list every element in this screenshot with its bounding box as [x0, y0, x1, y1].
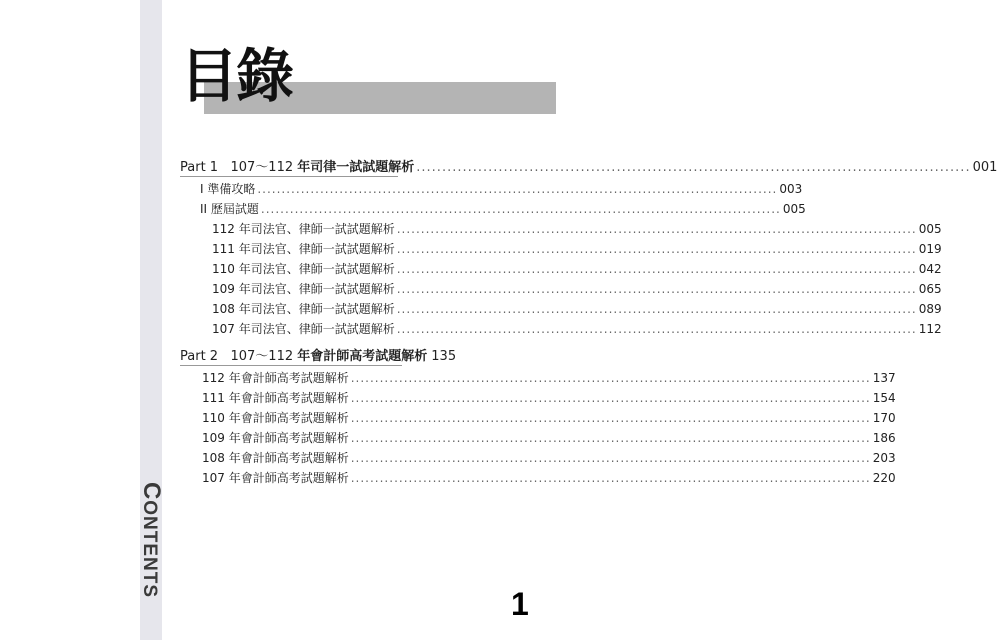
- item-label: 112 年司法官、律師一試試題解析: [212, 222, 395, 236]
- part-1-label: Part 1: [180, 160, 219, 175]
- item-page: 065: [918, 282, 942, 296]
- toc-leader: ............................................................................................................: [416, 160, 971, 175]
- toc-leader: ............................................................................................................: [350, 371, 871, 385]
- toc-item[interactable]: [202, 470, 896, 486]
- part-2-page: 135: [431, 349, 457, 364]
- toc-leader: ............................................................................................................: [396, 322, 917, 336]
- toc-item[interactable]: [202, 370, 896, 386]
- toc-leader: ............................................................................................................: [257, 182, 778, 196]
- item-label: 110 年司法官、律師一試試題解析: [212, 262, 395, 276]
- item-label: 107 年會計師高考試題解析: [202, 471, 349, 485]
- part-1-page: 001: [972, 160, 997, 175]
- part-2-label: Part 2: [180, 349, 219, 364]
- section-page: 005: [782, 202, 806, 216]
- item-page: 186: [872, 431, 896, 445]
- toc-item[interactable]: [212, 241, 942, 257]
- toc-item[interactable]: [212, 221, 942, 237]
- part-2-range: 107～112: [230, 349, 294, 364]
- toc-leader: ............................................................................................................: [350, 471, 871, 485]
- toc-item[interactable]: [212, 301, 942, 317]
- contents-vertical-label: CONTENTS: [138, 481, 165, 599]
- toc-item[interactable]: [202, 430, 896, 446]
- toc-leader: ............................................................................................................: [350, 391, 871, 405]
- toc-leader: ............................................................................................................: [396, 242, 917, 256]
- toc-part-2[interactable]: [180, 349, 456, 365]
- item-label: 110 年會計師高考試題解析: [202, 411, 349, 425]
- toc-leader: ............................................................................................................: [396, 282, 917, 296]
- toc-part-1[interactable]: [180, 160, 997, 176]
- item-page: 005: [918, 222, 942, 236]
- item-page: 112: [918, 322, 942, 336]
- part-1-underline: [180, 176, 398, 177]
- toc-section[interactable]: [200, 181, 803, 197]
- toc-item[interactable]: [212, 261, 942, 277]
- part-2-name: 年會計師高考試題解析: [297, 349, 428, 364]
- toc-item[interactable]: [212, 281, 942, 297]
- item-page: 170: [872, 411, 896, 425]
- part-1-name: 年司律一試試題解析: [297, 160, 415, 175]
- part-1-range: 107～112: [230, 160, 294, 175]
- section-label: II 歷屆試題: [200, 202, 259, 216]
- toc-item[interactable]: [212, 321, 942, 337]
- item-page: 089: [918, 302, 942, 316]
- section-label: I 準備攻略: [200, 182, 256, 196]
- toc-leader: ............................................................................................................: [260, 202, 781, 216]
- toc-leader: ............................................................................................................: [396, 262, 917, 276]
- item-label: 112 年會計師高考試題解析: [202, 371, 349, 385]
- item-label: 109 年司法官、律師一試試題解析: [212, 282, 395, 296]
- item-label: 111 年會計師高考試題解析: [202, 391, 349, 405]
- toc-leader: ............................................................................................................: [350, 411, 871, 425]
- item-page: 220: [872, 471, 896, 485]
- item-label: 111 年司法官、律師一試試題解析: [212, 242, 395, 256]
- toc-item[interactable]: [202, 390, 896, 406]
- part-2-underline: [180, 365, 402, 366]
- item-label: 108 年司法官、律師一試試題解析: [212, 302, 395, 316]
- item-page: 137: [872, 371, 896, 385]
- page-number: 1: [511, 586, 529, 622]
- toc-section[interactable]: [200, 201, 806, 217]
- toc-leader: ............................................................................................................: [350, 431, 871, 445]
- toc-leader: ............................................................................................................: [396, 302, 917, 316]
- item-label: 109 年會計師高考試題解析: [202, 431, 349, 445]
- toc-item[interactable]: [202, 450, 896, 466]
- toc-leader: ............................................................................................................: [350, 451, 871, 465]
- item-label: 108 年會計師高考試題解析: [202, 451, 349, 465]
- item-label: 107 年司法官、律師一試試題解析: [212, 322, 395, 336]
- section-page: 003: [779, 182, 803, 196]
- item-page: 019: [918, 242, 942, 256]
- item-page: 154: [872, 391, 896, 405]
- toc-item[interactable]: [202, 410, 896, 426]
- item-page: 203: [872, 451, 896, 465]
- item-page: 042: [918, 262, 942, 276]
- toc-leader: ............................................................................................................: [396, 222, 917, 236]
- page-title: 目錄: [180, 42, 293, 110]
